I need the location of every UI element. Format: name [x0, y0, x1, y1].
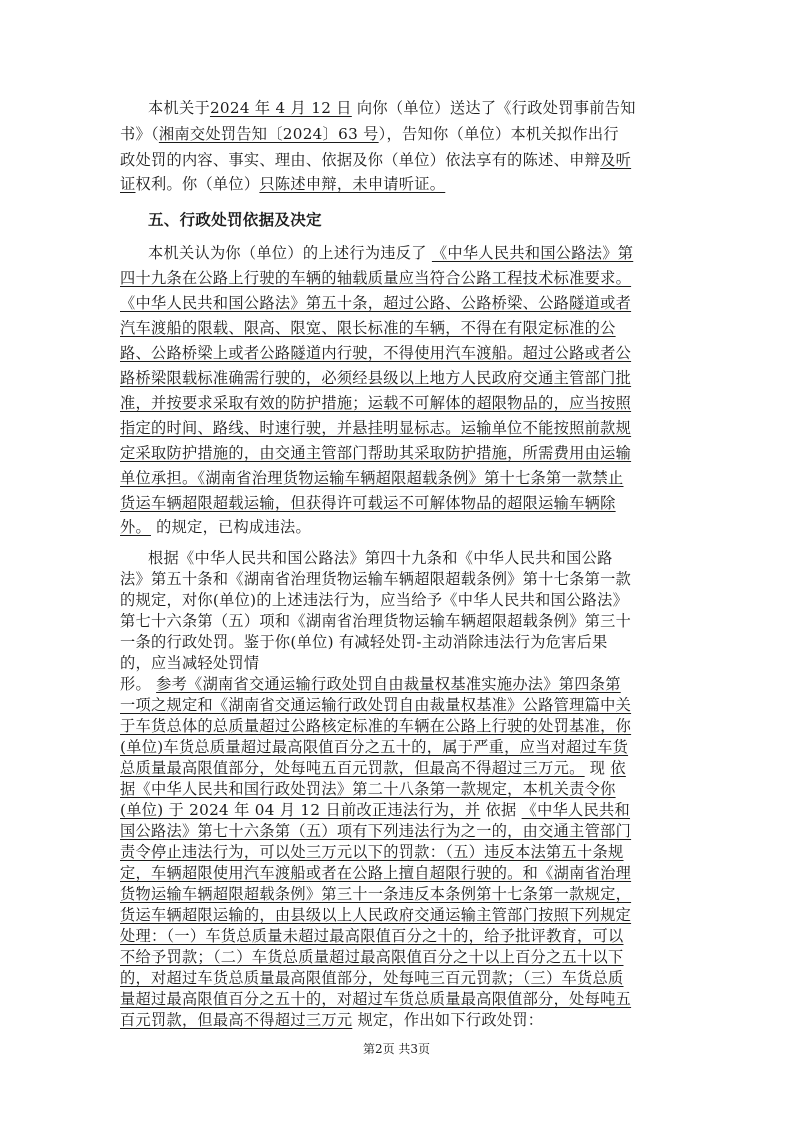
p3-line-14: 国公路法》第七十六条第（五）项有下列违法行为之一的，由交通主管部门: [120, 822, 632, 840]
text: ），告知你（单位）本机关拟作出行: [378, 125, 619, 143]
section-heading: 五、行政处罚依据及决定: [148, 211, 322, 229]
p3-line-21: 的，对超过车货总质量最高限值部分，处每吨三百元罚款；（三）车货总质: [120, 969, 624, 987]
p3-line-1: 根据《中华人民共和国公路法》第四十九条和《中华人民共和国公路: [148, 549, 613, 567]
p2-line-9: 定采取防护措施的，由交通主管部门帮助其采取防护措施，所需费用由运输: [120, 444, 632, 462]
p3-line-6: 的，应当减轻处罚情: [120, 654, 260, 672]
page-footer: 第2页 共3页: [362, 1042, 431, 1056]
p3-line-11: [120, 758, 626, 778]
statement-underlined: 只陈述申辩，未申请听证。: [259, 175, 446, 193]
text-underlined: 证: [120, 175, 136, 193]
p3-line-16: 定，车辆超限使用汽车渡船或者在公路上擅自超限行驶的。和《湖南省治理: [120, 864, 632, 882]
p2-line-6: 路桥梁限载标准确需行驶的，必须经县级以上地方人民政府交通主管部门批: [120, 369, 632, 387]
p3-line-13: [120, 800, 630, 820]
p3-line-7: [120, 674, 621, 694]
p3-line-2: 法》第五十条和《湖南省治理货物运输车辆超限超载条例》第十七条第一款: [120, 570, 632, 588]
text-underlined: 《中华人民共和: [521, 801, 631, 819]
p3-line-15: 责令停止违法行为，可以处三万元以下的罚款：（五）违反本法第五十条规: [120, 843, 624, 861]
p2-line-7: 准，并按要求采取有效的防护措施；运载不可解体的超限物品的，应当按照: [120, 394, 632, 412]
p2-line-12: [120, 517, 311, 537]
p2-line-11: 货运车辆超限超载运输，但获得许可载运不可解体物品的超限运输车辆除: [120, 494, 616, 512]
text-underlined: 及听: [600, 151, 632, 169]
p1-line-2: [120, 124, 619, 144]
text: 权利。你（单位）: [135, 175, 260, 193]
text: 本机关认为你（单位）的上述行为违反了: [148, 244, 432, 262]
p3-line-9: 于车货总体的总质量超过公路核定标准的车辆在公路上行驶的处罚基准，你: [120, 717, 632, 735]
text: 书》（: [120, 125, 159, 143]
text: 向你（单位）送达了《行政处罚事前告知: [351, 99, 636, 117]
p2-line-4: 汽车渡船的限载、限高、限宽、限长标准的车辆，不得在有限定标准的公: [120, 319, 616, 337]
p3-line-4: 第七十六条第（五）项和《湖南省治理货物运输车辆超限超载条例》第三十: [120, 612, 632, 630]
text-underlined: 外。: [120, 518, 151, 536]
notice-number-underlined: 湘南交处罚告知〔2024〕63 号: [158, 125, 379, 143]
text: 的规定，已构成违法。: [150, 518, 311, 536]
p1-line-4: [120, 174, 445, 194]
text: 本机关于: [148, 99, 210, 117]
p3-line-23: [120, 1010, 543, 1030]
p3-line-3: 的规定，对你(单位)的上述违法行为，应当给予《中华人民共和国公路法》: [120, 591, 629, 609]
text-underlined: 《中华人民共和国公路法》第: [431, 244, 634, 262]
p3-line-19: 处理：（一）车货总质量未超过最高限值百分之十的，给予批评教育，可以: [120, 927, 624, 945]
text: 形。: [120, 675, 157, 693]
p1-line-3: [120, 150, 631, 170]
text-underlined: 依: [610, 759, 626, 777]
p3-line-20: 不给予罚款；（二）车货总质量超过最高限值百分之十以上百分之五十以下: [120, 948, 624, 966]
text: 现: [584, 759, 611, 777]
text: 依据: [480, 801, 522, 819]
text-underlined: (单位) 于 2024 年 04 月 12 日前改正违法行为，并: [120, 801, 481, 819]
text-underlined: 总质量最高限值部分，处每吨五百元罚款，但最高不得超过三万元。: [120, 759, 585, 777]
p3-line-8: 一项之规定和《湖南省交通运输行政处罚自由裁量权基准》公路管理篇中关: [120, 696, 632, 714]
p2-line-2: 四十九条在公路上行驶的车辆的轴载质量应当符合公路工程技术标准要求。: [120, 269, 632, 287]
p1-line-1: [148, 98, 636, 118]
date-underlined: 2024 年 4 月 12 日: [209, 99, 352, 117]
p2-line-8: 指定的时间、路线、时速行驶，并悬挂明显标志。运输单位不能按照前款规: [120, 419, 632, 437]
p3-line-22: 量超过最高限值百分之五十的，对超过车货总质量最高限值部分，处每吨五: [120, 990, 632, 1008]
text: 政处罚的内容、事实、理由、依据及你（单位）依法享有的陈述、申辩: [120, 151, 601, 169]
p3-line-5: 一条的行政处罚。鉴于你(单位) 有减轻处罚-主动消除违法行为危害后果: [120, 633, 608, 651]
p3-line-17: 货物运输车辆超限超载条例》第三十一条违反本条例第十七条第一款规定，: [120, 885, 632, 903]
text: 规定，作出如下行政处罚：: [352, 1011, 544, 1029]
p3-line-18: 货运车辆超限运输的，由县级以上人民政府交通运输主管部门按照下列规定: [120, 906, 632, 924]
p2-line-1: [148, 243, 633, 263]
text-underlined: 参考《湖南省交通运输行政处罚自由裁量权基准实施办法》第四条第: [156, 675, 621, 693]
p2-line-5: 路、公路桥梁上或者公路隧道内行驶，不得使用汽车渡船。超过公路或者公: [120, 344, 632, 362]
text-underlined: 百元罚款，但最高不得超过三万元: [120, 1011, 353, 1029]
p3-line-12: 据《中华人民共和国行政处罚法》第二十八条第一款规定，本机关责令你: [120, 780, 616, 798]
p2-line-3: 《中华人民共和国公路法》第五十条，超过公路、公路桥梁、公路隧道或者: [120, 294, 632, 312]
p3-line-10: (单位)车货总质量超过最高限值百分之五十的，属于严重，应当对超过车货: [120, 738, 629, 756]
p2-line-10: 单位承担。《湖南省治理货物运输车辆超限超载条例》第十七条第一款禁止: [120, 469, 624, 487]
